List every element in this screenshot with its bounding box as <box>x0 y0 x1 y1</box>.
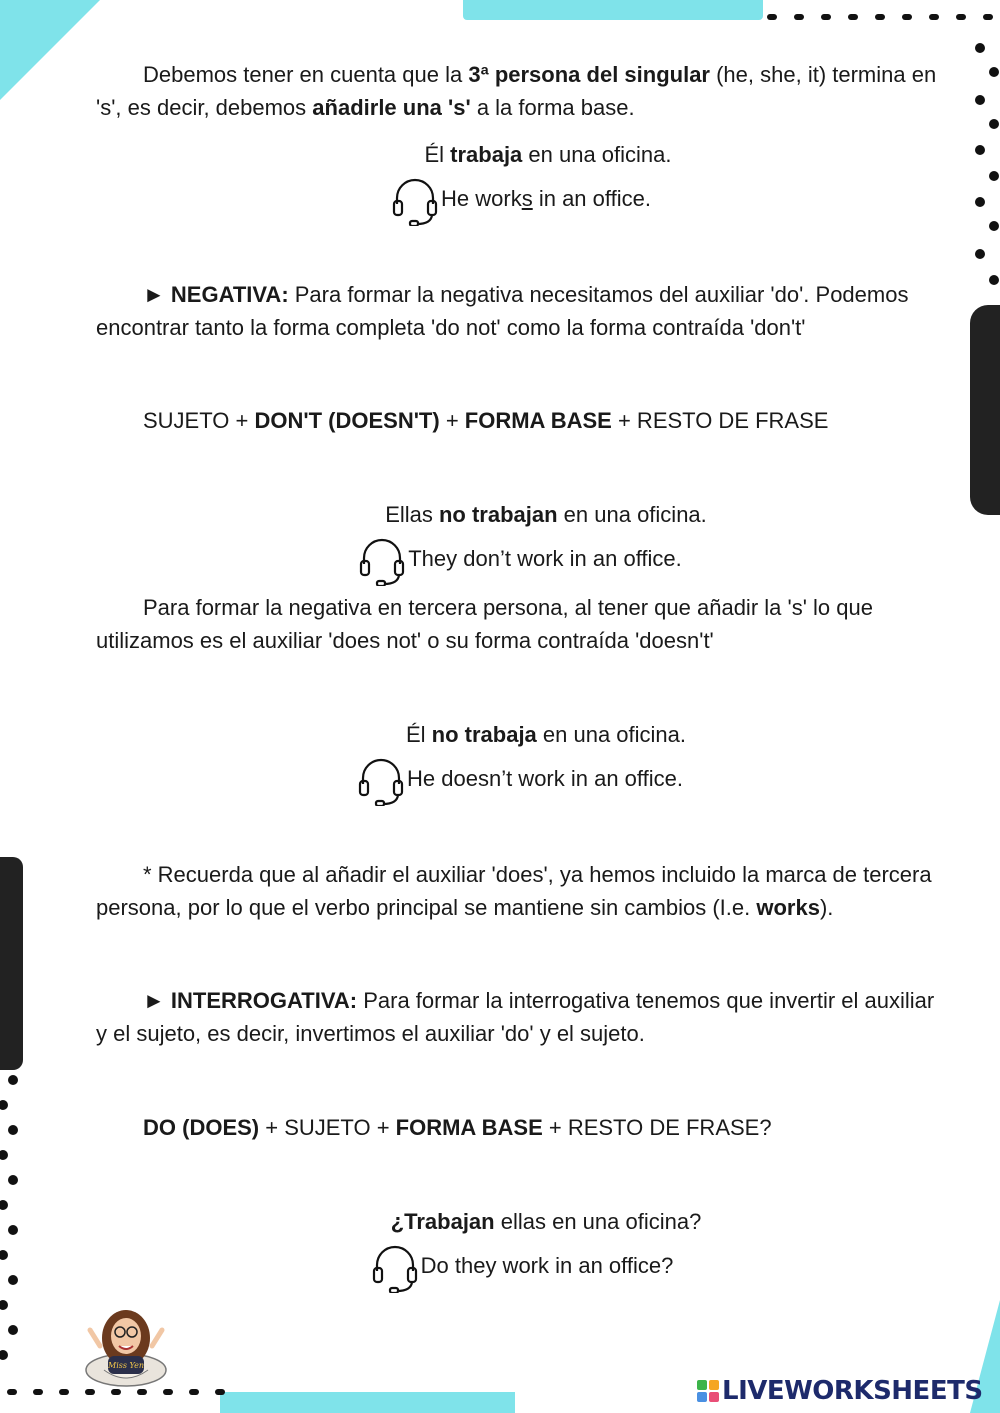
example-spanish-4: ¿Trabajan ellas en una oficina? <box>390 1209 702 1234</box>
deco-dash <box>848 14 858 20</box>
deco-dash <box>33 1389 43 1395</box>
deco-dash <box>875 14 885 20</box>
deco-dot <box>975 249 985 259</box>
deco-dash <box>59 1389 69 1395</box>
example-english-4: Do they work in an office? <box>22 1241 1000 1293</box>
interrogativa-paragraph: ► INTERROGATIVA: Para formar la interrogativa tenemos que invertir el auxiliar y el sujeto, es decir, invertimos el auxiliar 'do' y el sujeto. <box>96 988 935 1046</box>
deco-dash <box>215 1389 225 1395</box>
corner-triangle-top-left <box>0 0 100 100</box>
deco-dot <box>8 1275 18 1285</box>
negativa-tercera-paragraph: Para formar la negativa en tercera persona, al tener que añadir la 's' lo que utilizamos es el auxiliar 'does not' o su forma contraída 'doesn't' <box>96 595 873 653</box>
deco-dash <box>821 14 831 20</box>
deco-dot <box>975 95 985 105</box>
liveworksheets-logo[interactable] <box>697 1374 983 1408</box>
deco-dot <box>0 1200 8 1210</box>
deco-dash <box>794 14 804 20</box>
deco-dot <box>8 1125 18 1135</box>
negativa-paragraph: ► NEGATIVA: Para formar la negativa necesitamos del auxiliar 'do'. Podemos encontrar tanto la forma completa 'do not' como la forma contraída 'don't' <box>96 282 909 340</box>
deco-dot <box>989 119 999 129</box>
deco-dash <box>929 14 939 20</box>
deco-dot <box>975 43 985 53</box>
deco-dot <box>8 1225 18 1235</box>
headphones-icon[interactable] <box>357 754 405 806</box>
example-spanish-2: Ellas no trabajan en una oficina. <box>385 502 707 527</box>
example-english-3: He doesn’t work in an office. <box>20 754 1000 806</box>
teacher-avatar <box>74 1300 178 1390</box>
logo-mark-icon <box>697 1380 719 1402</box>
headphones-icon[interactable] <box>371 1241 419 1293</box>
deco-dash <box>767 14 777 20</box>
avatar-caption: Miss Yen <box>108 1361 144 1370</box>
deco-dash <box>189 1389 199 1395</box>
accent-bar-bottom <box>220 1392 515 1413</box>
deco-dot <box>8 1175 18 1185</box>
example-english-2: They don’t work in an office. <box>20 534 1000 586</box>
deco-dot <box>989 67 999 77</box>
formula-interrogativa: DO (DOES) + SUJETO + FORMA BASE + RESTO DE FRASE? <box>143 1115 772 1140</box>
accent-bar-top <box>463 0 763 20</box>
note-paragraph: * Recuerda que al añadir el auxiliar 'does', ya hemos incluido la marca de tercera persona, por lo que el verbo principal se mantiene sin cambios (I.e. works). <box>96 862 932 920</box>
deco-dot <box>989 275 999 285</box>
deco-dash <box>956 14 966 20</box>
deco-dot <box>8 1325 18 1335</box>
deco-dot <box>0 1100 8 1110</box>
side-tab-right <box>970 305 1000 515</box>
deco-dot <box>0 1150 8 1160</box>
intro-paragraph: Debemos tener en cuenta que la 3ª persona del singular (he, she, it) termina en 's', es decir, debemos añadirle una 's' a la forma base. <box>96 62 937 120</box>
side-tab-left <box>0 857 23 1070</box>
deco-dot <box>8 1075 18 1085</box>
example-spanish-1: Él trabaja en una oficina. <box>424 142 672 167</box>
deco-dash <box>902 14 912 20</box>
formula-negativa: SUJETO + DON'T (DOESN'T) + FORMA BASE + RESTO DE FRASE <box>143 408 829 433</box>
example-english-1: He works in an office. <box>21 174 1000 226</box>
headphones-icon[interactable] <box>391 174 439 226</box>
deco-dot <box>0 1350 8 1360</box>
deco-dot <box>0 1250 8 1260</box>
deco-dot <box>0 1300 8 1310</box>
brand-text: LIVEWORKSHEETS <box>722 1375 983 1406</box>
deco-dash <box>7 1389 17 1395</box>
deco-dash <box>983 14 993 20</box>
headphones-icon[interactable] <box>358 534 406 586</box>
example-spanish-3: Él no trabaja en una oficina. <box>405 722 687 747</box>
